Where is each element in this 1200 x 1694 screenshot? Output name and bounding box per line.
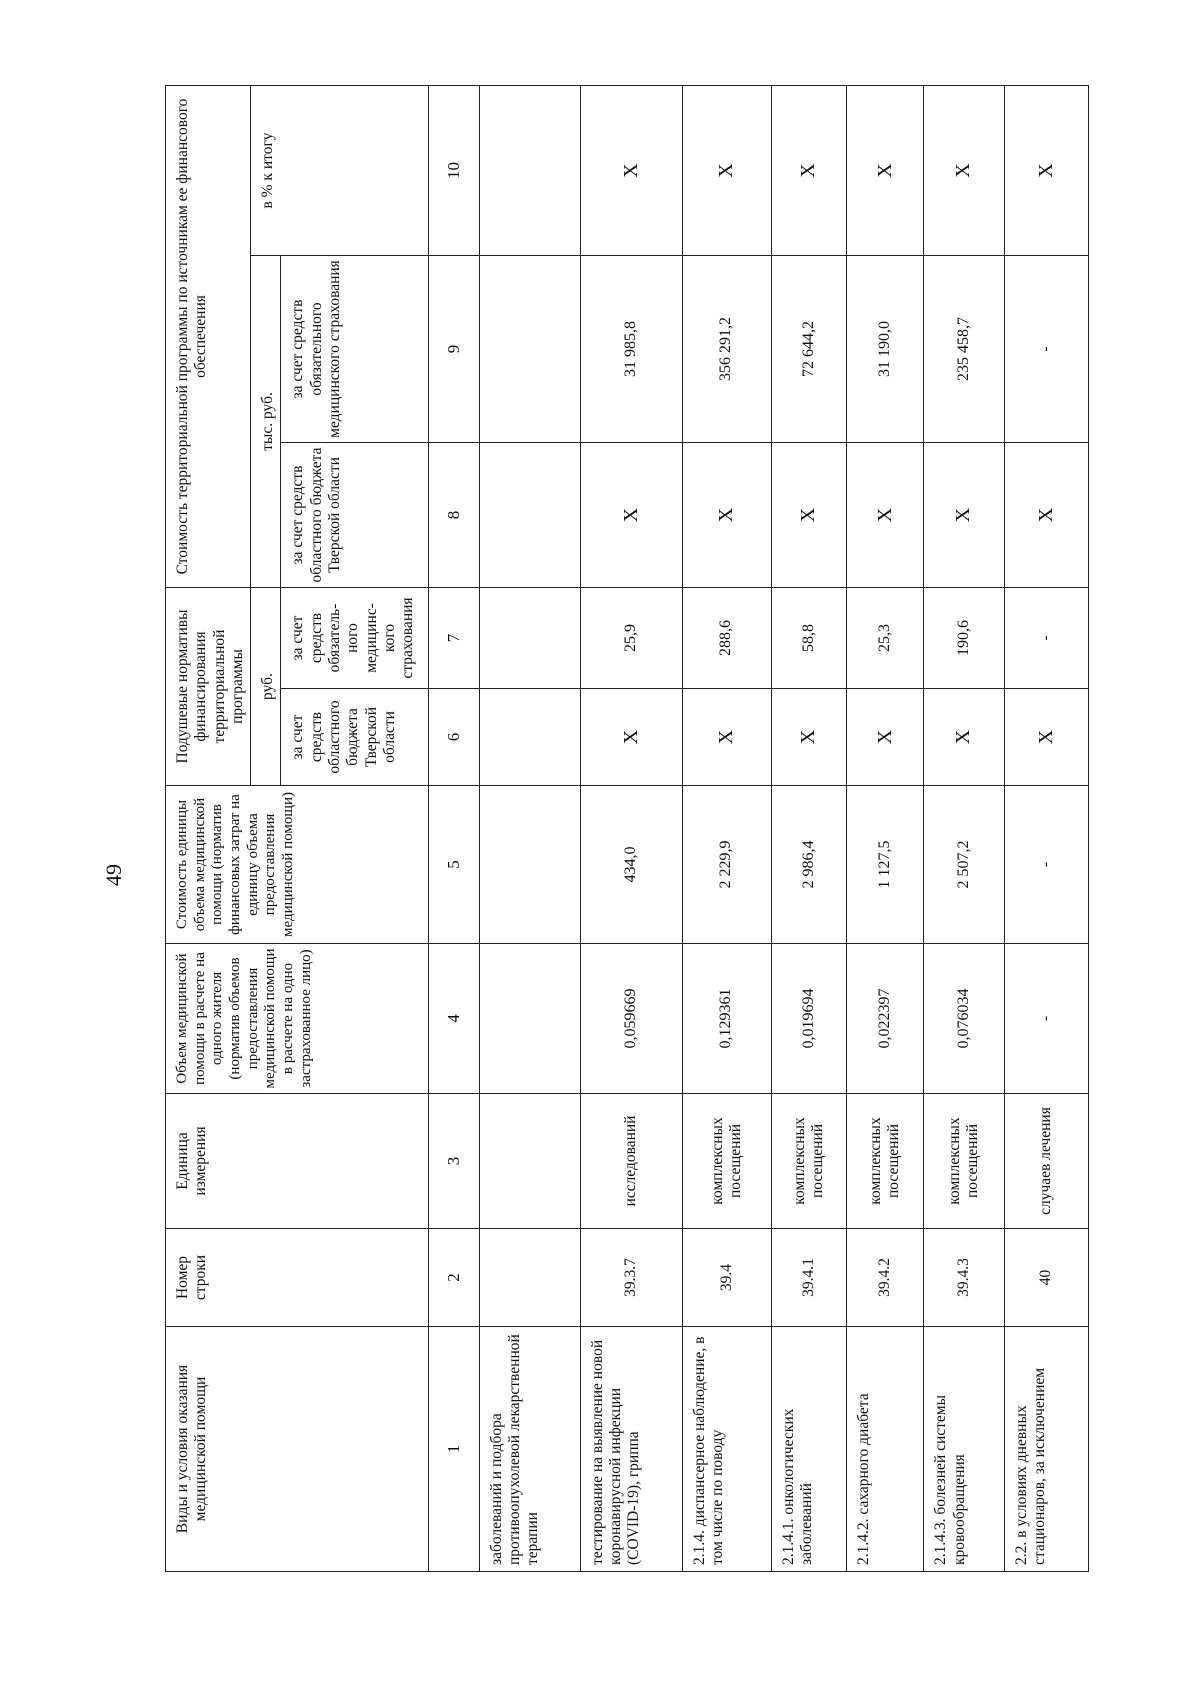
table-row bbox=[771, 85, 847, 1571]
row-norm-budget bbox=[479, 689, 580, 786]
row-norm-oms: 190,6 bbox=[924, 588, 1004, 689]
row-percent bbox=[479, 85, 580, 255]
row-percent: X bbox=[682, 85, 771, 255]
header-cost-budget: за счет средств областного бюджета Тверской области bbox=[281, 443, 429, 588]
column-number: 10 bbox=[429, 85, 479, 255]
row-name: тестирование на выявление новой коронавирусной инфекции (COVID-19), гриппа bbox=[580, 1327, 682, 1572]
header-norm-oms: за счет средств обязатель-ного медицинс-кого страхования bbox=[281, 588, 429, 689]
table-row bbox=[479, 85, 580, 1571]
column-number: 5 bbox=[429, 786, 479, 944]
row-cost-budget: X bbox=[580, 443, 682, 588]
row-volume: 0,076034 bbox=[924, 944, 1004, 1094]
row-cost-oms: 72 644,2 bbox=[771, 256, 847, 443]
row-number: 39.3.7 bbox=[580, 1229, 682, 1327]
row-cost-oms: 31 190,0 bbox=[847, 256, 924, 443]
row-unit-cost: 2 229,9 bbox=[682, 786, 771, 944]
row-name: 2.1.4. диспансерное наблюдение, в том числе по поводу bbox=[682, 1327, 771, 1572]
row-volume: 0,019694 bbox=[771, 944, 847, 1094]
row-norm-budget: X bbox=[682, 689, 771, 786]
financing-table bbox=[165, 85, 1089, 1572]
column-number: 6 bbox=[429, 689, 479, 786]
row-percent: X bbox=[580, 85, 682, 255]
column-number-row bbox=[429, 85, 479, 1571]
row-norm-oms: 25,9 bbox=[580, 588, 682, 689]
header-types: Виды и условия оказания медицинской помощи bbox=[166, 1327, 429, 1572]
row-number: 39.4.1 bbox=[771, 1229, 847, 1327]
row-cost-oms: 356 291,2 bbox=[682, 256, 771, 443]
row-cost-budget: X bbox=[847, 443, 924, 588]
header-program-cost: Стоимость территориальной программы по источникам ее финансового обеспечения bbox=[166, 85, 251, 587]
header-row-number: Номер строки bbox=[166, 1229, 429, 1327]
row-number: 39.4.3 bbox=[924, 1229, 1004, 1327]
row-name: заболеваний и подбора противоопухолевой лекарственной терапии bbox=[479, 1327, 580, 1572]
row-name: 2.1.4.2. сахарного диабета bbox=[847, 1327, 924, 1572]
header-norm-unit: руб. bbox=[251, 588, 281, 786]
row-volume bbox=[479, 944, 580, 1094]
row-unit: комплексных посещений bbox=[771, 1094, 847, 1229]
row-cost-budget: X bbox=[1004, 443, 1088, 588]
row-volume: 0,059669 bbox=[580, 944, 682, 1094]
header-cost-unit: тыс. руб. bbox=[251, 256, 281, 588]
row-norm-budget: X bbox=[771, 689, 847, 786]
column-number: 3 bbox=[429, 1094, 479, 1229]
row-norm-oms bbox=[479, 588, 580, 689]
row-unit-cost: 2 986,4 bbox=[771, 786, 847, 944]
row-norm-budget: X bbox=[847, 689, 924, 786]
table-row bbox=[847, 85, 924, 1571]
row-unit: комплексных посещений bbox=[682, 1094, 771, 1229]
column-number: 8 bbox=[429, 443, 479, 588]
row-norm-oms: 288,6 bbox=[682, 588, 771, 689]
table-row bbox=[682, 85, 771, 1571]
row-name: 2.1.4.3. болезней системы кровообращения bbox=[924, 1327, 1004, 1572]
row-norm-budget: X bbox=[1004, 689, 1088, 786]
row-unit: случаев лечения bbox=[1004, 1094, 1088, 1229]
row-cost-oms: 31 985,8 bbox=[580, 256, 682, 443]
row-percent: X bbox=[771, 85, 847, 255]
column-number: 9 bbox=[429, 256, 479, 443]
header-percent: в % к итогу bbox=[251, 85, 429, 255]
column-number: 2 bbox=[429, 1229, 479, 1327]
table-row bbox=[924, 85, 1004, 1571]
row-percent: X bbox=[847, 85, 924, 255]
row-cost-budget bbox=[479, 443, 580, 588]
table-row bbox=[580, 85, 682, 1571]
row-unit-cost: 2 507,2 bbox=[924, 786, 1004, 944]
row-cost-oms: - bbox=[1004, 256, 1088, 443]
row-number: 39.4.2 bbox=[847, 1229, 924, 1327]
row-number bbox=[479, 1229, 580, 1327]
row-unit: исследований bbox=[580, 1094, 682, 1229]
row-volume: - bbox=[1004, 944, 1088, 1094]
header-unit-cost: Стоимость единицы объема медицинской помощи (норматив финансовых затрат на единицу объема предоставления медицинской помощи) bbox=[166, 786, 429, 944]
row-percent: X bbox=[1004, 85, 1088, 255]
row-unit-cost: 434,0 bbox=[580, 786, 682, 944]
row-unit bbox=[479, 1094, 580, 1229]
row-unit: комплексных посещений bbox=[847, 1094, 924, 1229]
row-percent: X bbox=[924, 85, 1004, 255]
header-per-capita-norms: Подушевые нормативы финансирования территориальной программы bbox=[166, 588, 251, 786]
header-cost-oms: за счет средств обязательного медицинского страхования bbox=[281, 256, 429, 443]
row-cost-budget: X bbox=[682, 443, 771, 588]
page-number: 49 bbox=[101, 864, 126, 886]
rotated-table-container bbox=[165, 86, 1089, 1572]
column-number: 7 bbox=[429, 588, 479, 689]
row-name: 2.1.4.1. онкологических заболеваний bbox=[771, 1327, 847, 1572]
row-name: 2.2. в условиях дневных стационаров, за исключением bbox=[1004, 1327, 1088, 1572]
row-volume: 0,022397 bbox=[847, 944, 924, 1094]
row-number: 39.4 bbox=[682, 1229, 771, 1327]
header-norm-budget: за счет средств областного бюджета Тверской области bbox=[281, 689, 429, 786]
row-norm-oms: - bbox=[1004, 588, 1088, 689]
row-cost-oms bbox=[479, 256, 580, 443]
row-cost-oms: 235 458,7 bbox=[924, 256, 1004, 443]
column-number: 1 bbox=[429, 1327, 479, 1572]
row-norm-budget: X bbox=[580, 689, 682, 786]
row-volume: 0,129361 bbox=[682, 944, 771, 1094]
row-cost-budget: X bbox=[771, 443, 847, 588]
row-unit-cost: 1 127,5 bbox=[847, 786, 924, 944]
row-norm-budget: X bbox=[924, 689, 1004, 786]
row-norm-oms: 58,8 bbox=[771, 588, 847, 689]
row-norm-oms: 25,3 bbox=[847, 588, 924, 689]
header-volume: Объем медицинской помощи в расчете на одного жителя (норматив объемов предоставления медицинской помощи в расчете на одно застрахованное лицо) bbox=[166, 944, 429, 1094]
row-unit-cost bbox=[479, 786, 580, 944]
row-number: 40 bbox=[1004, 1229, 1088, 1327]
table-row bbox=[1004, 85, 1088, 1571]
column-number: 4 bbox=[429, 944, 479, 1094]
row-unit-cost: - bbox=[1004, 786, 1088, 944]
row-unit: комплексных посещений bbox=[924, 1094, 1004, 1229]
header-unit: Единица измерения bbox=[166, 1094, 429, 1229]
row-cost-budget: X bbox=[924, 443, 1004, 588]
